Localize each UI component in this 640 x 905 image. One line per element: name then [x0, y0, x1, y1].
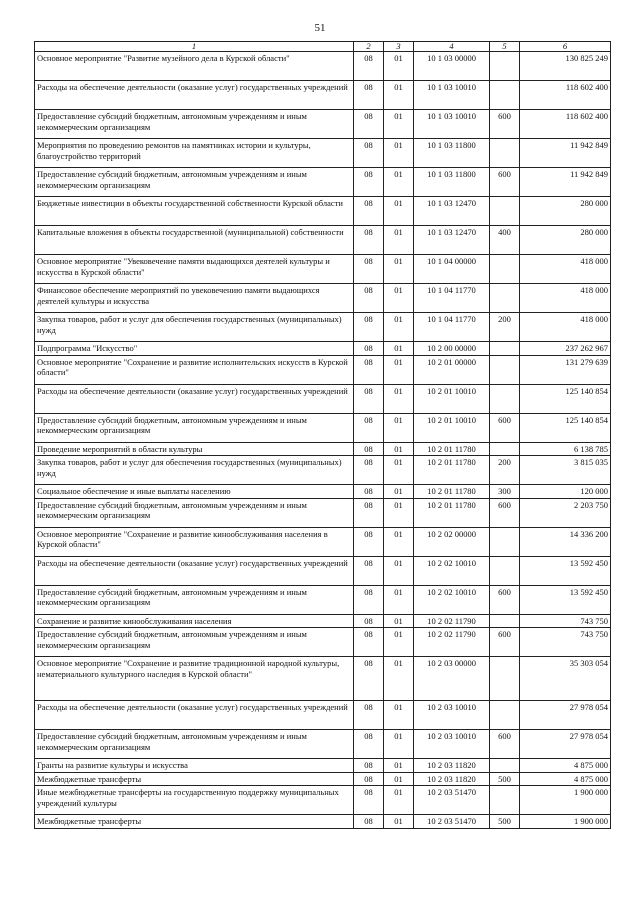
row-target-cell: 10 1 03 10010	[414, 81, 490, 110]
table-row	[35, 614, 611, 628]
row-target-cell: 10 2 01 11780	[414, 485, 490, 499]
row-name-cell: Предоставление субсидий бюджетным, автономным учреждениям и иным некоммерческим организациям	[35, 168, 354, 197]
row-expense-type-cell	[490, 52, 520, 81]
row-section-cell: 08	[354, 355, 384, 384]
row-name-cell: Предоставление субсидий бюджетным, автономным учреждениям и иным некоммерческим организациям	[35, 413, 354, 442]
row-expense-type-cell	[490, 255, 520, 284]
row-section-cell: 08	[354, 384, 384, 413]
table-row	[35, 527, 611, 556]
row-amount-cell: 4 875 000	[520, 772, 611, 786]
row-name-cell: Предоставление субсидий бюджетным, автономным учреждениям и иным некоммерческим организациям	[35, 498, 354, 527]
row-subsection-cell: 01	[384, 527, 414, 556]
row-target-cell: 10 2 03 11820	[414, 772, 490, 786]
row-expense-type-cell: 400	[490, 226, 520, 255]
row-amount-cell: 1 900 000	[520, 786, 611, 815]
row-section-cell: 08	[354, 284, 384, 313]
row-section-cell: 08	[354, 556, 384, 585]
row-target-cell: 10 1 03 12470	[414, 197, 490, 226]
row-subsection-cell: 01	[384, 614, 414, 628]
row-subsection-cell: 01	[384, 413, 414, 442]
table-row	[35, 342, 611, 356]
column-header-expense-type: 5	[490, 42, 520, 52]
row-amount-cell: 130 825 249	[520, 52, 611, 81]
row-expense-type-cell	[490, 657, 520, 701]
table-row	[35, 730, 611, 759]
row-section-cell: 08	[354, 772, 384, 786]
table-row	[35, 815, 611, 829]
row-subsection-cell: 01	[384, 284, 414, 313]
row-subsection-cell: 01	[384, 313, 414, 342]
row-name-cell: Гранты на развитие культуры и искусства	[35, 759, 354, 773]
row-subsection-cell: 01	[384, 815, 414, 829]
row-section-cell: 08	[354, 730, 384, 759]
row-amount-cell: 743 750	[520, 628, 611, 657]
table-row	[35, 284, 611, 313]
table-row	[35, 197, 611, 226]
table-row	[35, 226, 611, 255]
row-amount-cell: 418 000	[520, 313, 611, 342]
row-amount-cell: 1 900 000	[520, 815, 611, 829]
row-target-cell: 10 1 04 11770	[414, 313, 490, 342]
row-subsection-cell: 01	[384, 197, 414, 226]
table-row	[35, 52, 611, 81]
row-section-cell: 08	[354, 456, 384, 485]
row-expense-type-cell	[490, 786, 520, 815]
row-section-cell: 08	[354, 657, 384, 701]
row-amount-cell: 35 303 054	[520, 657, 611, 701]
row-expense-type-cell: 600	[490, 110, 520, 139]
row-expense-type-cell	[490, 284, 520, 313]
row-section-cell: 08	[354, 527, 384, 556]
table-row	[35, 585, 611, 614]
row-subsection-cell: 01	[384, 255, 414, 284]
row-subsection-cell: 01	[384, 759, 414, 773]
row-subsection-cell: 01	[384, 498, 414, 527]
row-target-cell: 10 1 03 10010	[414, 110, 490, 139]
row-expense-type-cell	[490, 556, 520, 585]
row-amount-cell: 118 602 400	[520, 81, 611, 110]
row-amount-cell: 125 140 854	[520, 413, 611, 442]
row-section-cell: 08	[354, 498, 384, 527]
row-expense-type-cell: 500	[490, 772, 520, 786]
page-number: 51	[314, 22, 326, 34]
row-expense-type-cell: 600	[490, 498, 520, 527]
row-subsection-cell: 01	[384, 786, 414, 815]
row-expense-type-cell	[490, 342, 520, 356]
row-target-cell: 10 2 03 51470	[414, 786, 490, 815]
row-amount-cell: 14 336 200	[520, 527, 611, 556]
row-section-cell: 08	[354, 585, 384, 614]
row-name-cell: Предоставление субсидий бюджетным, автономным учреждениям и иным некоммерческим организациям	[35, 628, 354, 657]
row-target-cell: 10 2 02 10010	[414, 556, 490, 585]
row-subsection-cell: 01	[384, 226, 414, 255]
row-name-cell: Основное мероприятие "Сохранение и развитие исполнительских искусств в Курской области"	[35, 355, 354, 384]
row-section-cell: 08	[354, 313, 384, 342]
row-section-cell: 08	[354, 701, 384, 730]
table-row	[35, 628, 611, 657]
row-amount-cell: 280 000	[520, 197, 611, 226]
row-section-cell: 08	[354, 442, 384, 456]
row-subsection-cell: 01	[384, 384, 414, 413]
row-target-cell: 10 2 01 11780	[414, 498, 490, 527]
row-name-cell: Сохранение и развитие кинообслуживания населения	[35, 614, 354, 628]
row-expense-type-cell: 200	[490, 313, 520, 342]
table-row	[35, 255, 611, 284]
row-section-cell: 08	[354, 342, 384, 356]
row-section-cell: 08	[354, 255, 384, 284]
row-name-cell: Межбюджетные трансферты	[35, 772, 354, 786]
row-section-cell: 08	[354, 485, 384, 499]
row-amount-cell: 125 140 854	[520, 384, 611, 413]
row-section-cell: 08	[354, 197, 384, 226]
row-amount-cell: 418 000	[520, 255, 611, 284]
row-name-cell: Основное мероприятие "Развитие музейного дела в Курской области"	[35, 52, 354, 81]
table-row	[35, 384, 611, 413]
row-subsection-cell: 01	[384, 81, 414, 110]
row-expense-type-cell: 500	[490, 815, 520, 829]
row-expense-type-cell	[490, 81, 520, 110]
row-subsection-cell: 01	[384, 628, 414, 657]
row-name-cell: Иные межбюджетные трансферты на государственную поддержку муниципальных учреждений культуры	[35, 786, 354, 815]
row-name-cell: Закупка товаров, работ и услуг для обеспечения государственных (муниципальных) нужд	[35, 313, 354, 342]
row-expense-type-cell	[490, 197, 520, 226]
row-amount-cell: 237 262 967	[520, 342, 611, 356]
row-name-cell: Расходы на обеспечение деятельности (оказание услуг) государственных учреждений	[35, 384, 354, 413]
table-row	[35, 772, 611, 786]
row-amount-cell: 118 602 400	[520, 110, 611, 139]
row-name-cell: Предоставление субсидий бюджетным, автономным учреждениям и иным некоммерческим организациям	[35, 585, 354, 614]
row-section-cell: 08	[354, 786, 384, 815]
row-expense-type-cell: 600	[490, 730, 520, 759]
row-section-cell: 08	[354, 52, 384, 81]
row-name-cell: Капитальные вложения в объекты государственной (муниципальной) собственности	[35, 226, 354, 255]
row-expense-type-cell	[490, 442, 520, 456]
table-row	[35, 786, 611, 815]
row-section-cell: 08	[354, 139, 384, 168]
row-name-cell: Расходы на обеспечение деятельности (оказание услуг) государственных учреждений	[35, 701, 354, 730]
row-expense-type-cell: 600	[490, 168, 520, 197]
row-subsection-cell: 01	[384, 355, 414, 384]
row-amount-cell: 27 978 054	[520, 730, 611, 759]
column-header-target: 4	[414, 42, 490, 52]
row-amount-cell: 11 942 849	[520, 139, 611, 168]
table-row	[35, 759, 611, 773]
row-amount-cell: 3 815 035	[520, 456, 611, 485]
row-name-cell: Предоставление субсидий бюджетным, автономным учреждениям и иным некоммерческим организациям	[35, 730, 354, 759]
row-expense-type-cell	[490, 527, 520, 556]
row-target-cell: 10 1 04 00000	[414, 255, 490, 284]
row-expense-type-cell	[490, 701, 520, 730]
row-target-cell: 10 2 02 11790	[414, 614, 490, 628]
table-row	[35, 413, 611, 442]
row-name-cell: Расходы на обеспечение деятельности (оказание услуг) государственных учреждений	[35, 556, 354, 585]
row-target-cell: 10 1 03 11800	[414, 139, 490, 168]
row-name-cell: Закупка товаров, работ и услуг для обеспечения государственных (муниципальных) нужд	[35, 456, 354, 485]
row-amount-cell: 27 978 054	[520, 701, 611, 730]
budget-table	[34, 41, 611, 829]
column-header-subsection: 3	[384, 42, 414, 52]
row-section-cell: 08	[354, 628, 384, 657]
row-subsection-cell: 01	[384, 485, 414, 499]
row-subsection-cell: 01	[384, 556, 414, 585]
row-subsection-cell: 01	[384, 772, 414, 786]
row-target-cell: 10 1 03 12470	[414, 226, 490, 255]
row-expense-type-cell	[490, 759, 520, 773]
row-name-cell: Финансовое обеспечение мероприятий по увековечению памяти выдающихся деятелей культуры и искусства	[35, 284, 354, 313]
row-subsection-cell: 01	[384, 52, 414, 81]
table-header-row	[35, 42, 611, 52]
row-section-cell: 08	[354, 110, 384, 139]
row-name-cell: Социальное обеспечение и иные выплаты населению	[35, 485, 354, 499]
row-expense-type-cell: 600	[490, 628, 520, 657]
row-subsection-cell: 01	[384, 585, 414, 614]
row-expense-type-cell: 300	[490, 485, 520, 499]
row-expense-type-cell: 200	[490, 456, 520, 485]
table-row	[35, 701, 611, 730]
row-target-cell: 10 2 02 00000	[414, 527, 490, 556]
row-target-cell: 10 1 03 11800	[414, 168, 490, 197]
row-subsection-cell: 01	[384, 442, 414, 456]
table-row	[35, 485, 611, 499]
row-target-cell: 10 2 00 00000	[414, 342, 490, 356]
row-amount-cell: 11 942 849	[520, 168, 611, 197]
row-amount-cell: 743 750	[520, 614, 611, 628]
row-subsection-cell: 01	[384, 657, 414, 701]
row-amount-cell: 131 279 639	[520, 355, 611, 384]
row-section-cell: 08	[354, 413, 384, 442]
table-row	[35, 556, 611, 585]
row-target-cell: 10 2 01 11780	[414, 442, 490, 456]
table-row	[35, 313, 611, 342]
table-row	[35, 498, 611, 527]
row-name-cell: Расходы на обеспечение деятельности (оказание услуг) государственных учреждений	[35, 81, 354, 110]
row-target-cell: 10 2 02 11790	[414, 628, 490, 657]
row-name-cell: Основное мероприятие "Сохранение и развитие кинообслуживания населения в Курской области"	[35, 527, 354, 556]
row-target-cell: 10 2 01 10010	[414, 384, 490, 413]
row-subsection-cell: 01	[384, 139, 414, 168]
row-target-cell: 10 2 03 10010	[414, 701, 490, 730]
row-section-cell: 08	[354, 614, 384, 628]
row-expense-type-cell: 600	[490, 413, 520, 442]
column-header-amount: 6	[520, 42, 611, 52]
table-row	[35, 456, 611, 485]
row-name-cell: Основное мероприятие "Сохранение и развитие традиционной народной культуры, нематериального культурного наследия в Курской области"	[35, 657, 354, 701]
row-target-cell: 10 2 03 51470	[414, 815, 490, 829]
row-expense-type-cell	[490, 139, 520, 168]
row-target-cell: 10 2 03 10010	[414, 730, 490, 759]
table-row	[35, 168, 611, 197]
row-name-cell: Основное мероприятие "Увековечение памяти выдающихся деятелей культуры и искусства в Курской области"	[35, 255, 354, 284]
row-name-cell: Проведение мероприятий в области культуры	[35, 442, 354, 456]
row-amount-cell: 280 000	[520, 226, 611, 255]
row-target-cell: 10 2 03 11820	[414, 759, 490, 773]
row-section-cell: 08	[354, 81, 384, 110]
row-amount-cell: 2 203 750	[520, 498, 611, 527]
row-expense-type-cell	[490, 384, 520, 413]
column-header-name: 1	[35, 42, 354, 52]
table-row	[35, 657, 611, 701]
row-target-cell: 10 2 01 11780	[414, 456, 490, 485]
row-subsection-cell: 01	[384, 730, 414, 759]
row-subsection-cell: 01	[384, 168, 414, 197]
row-target-cell: 10 2 03 00000	[414, 657, 490, 701]
row-amount-cell: 6 138 785	[520, 442, 611, 456]
row-expense-type-cell	[490, 355, 520, 384]
row-amount-cell: 4 875 000	[520, 759, 611, 773]
row-amount-cell: 13 592 450	[520, 556, 611, 585]
row-section-cell: 08	[354, 815, 384, 829]
row-name-cell: Предоставление субсидий бюджетным, автономным учреждениям и иным некоммерческим организациям	[35, 110, 354, 139]
table-row	[35, 442, 611, 456]
row-section-cell: 08	[354, 759, 384, 773]
table-row	[35, 355, 611, 384]
row-section-cell: 08	[354, 168, 384, 197]
row-amount-cell: 13 592 450	[520, 585, 611, 614]
row-target-cell: 10 1 03 00000	[414, 52, 490, 81]
row-subsection-cell: 01	[384, 456, 414, 485]
row-subsection-cell: 01	[384, 110, 414, 139]
table-row	[35, 110, 611, 139]
row-name-cell: Подпрограмма "Искусство"	[35, 342, 354, 356]
row-target-cell: 10 2 02 10010	[414, 585, 490, 614]
table-row	[35, 139, 611, 168]
table-row	[35, 81, 611, 110]
row-subsection-cell: 01	[384, 342, 414, 356]
row-target-cell: 10 1 04 11770	[414, 284, 490, 313]
row-subsection-cell: 01	[384, 701, 414, 730]
row-section-cell: 08	[354, 226, 384, 255]
row-expense-type-cell	[490, 614, 520, 628]
row-name-cell: Межбюджетные трансферты	[35, 815, 354, 829]
row-target-cell: 10 2 01 10010	[414, 413, 490, 442]
column-header-section: 2	[354, 42, 384, 52]
row-target-cell: 10 2 01 00000	[414, 355, 490, 384]
row-name-cell: Бюджетные инвестиции в объекты государственной собственности Курской области	[35, 197, 354, 226]
row-amount-cell: 120 000	[520, 485, 611, 499]
row-amount-cell: 418 000	[520, 284, 611, 313]
row-expense-type-cell: 600	[490, 585, 520, 614]
row-name-cell: Мероприятия по проведению ремонтов на памятниках истории и культуры, благоустройство территорий	[35, 139, 354, 168]
